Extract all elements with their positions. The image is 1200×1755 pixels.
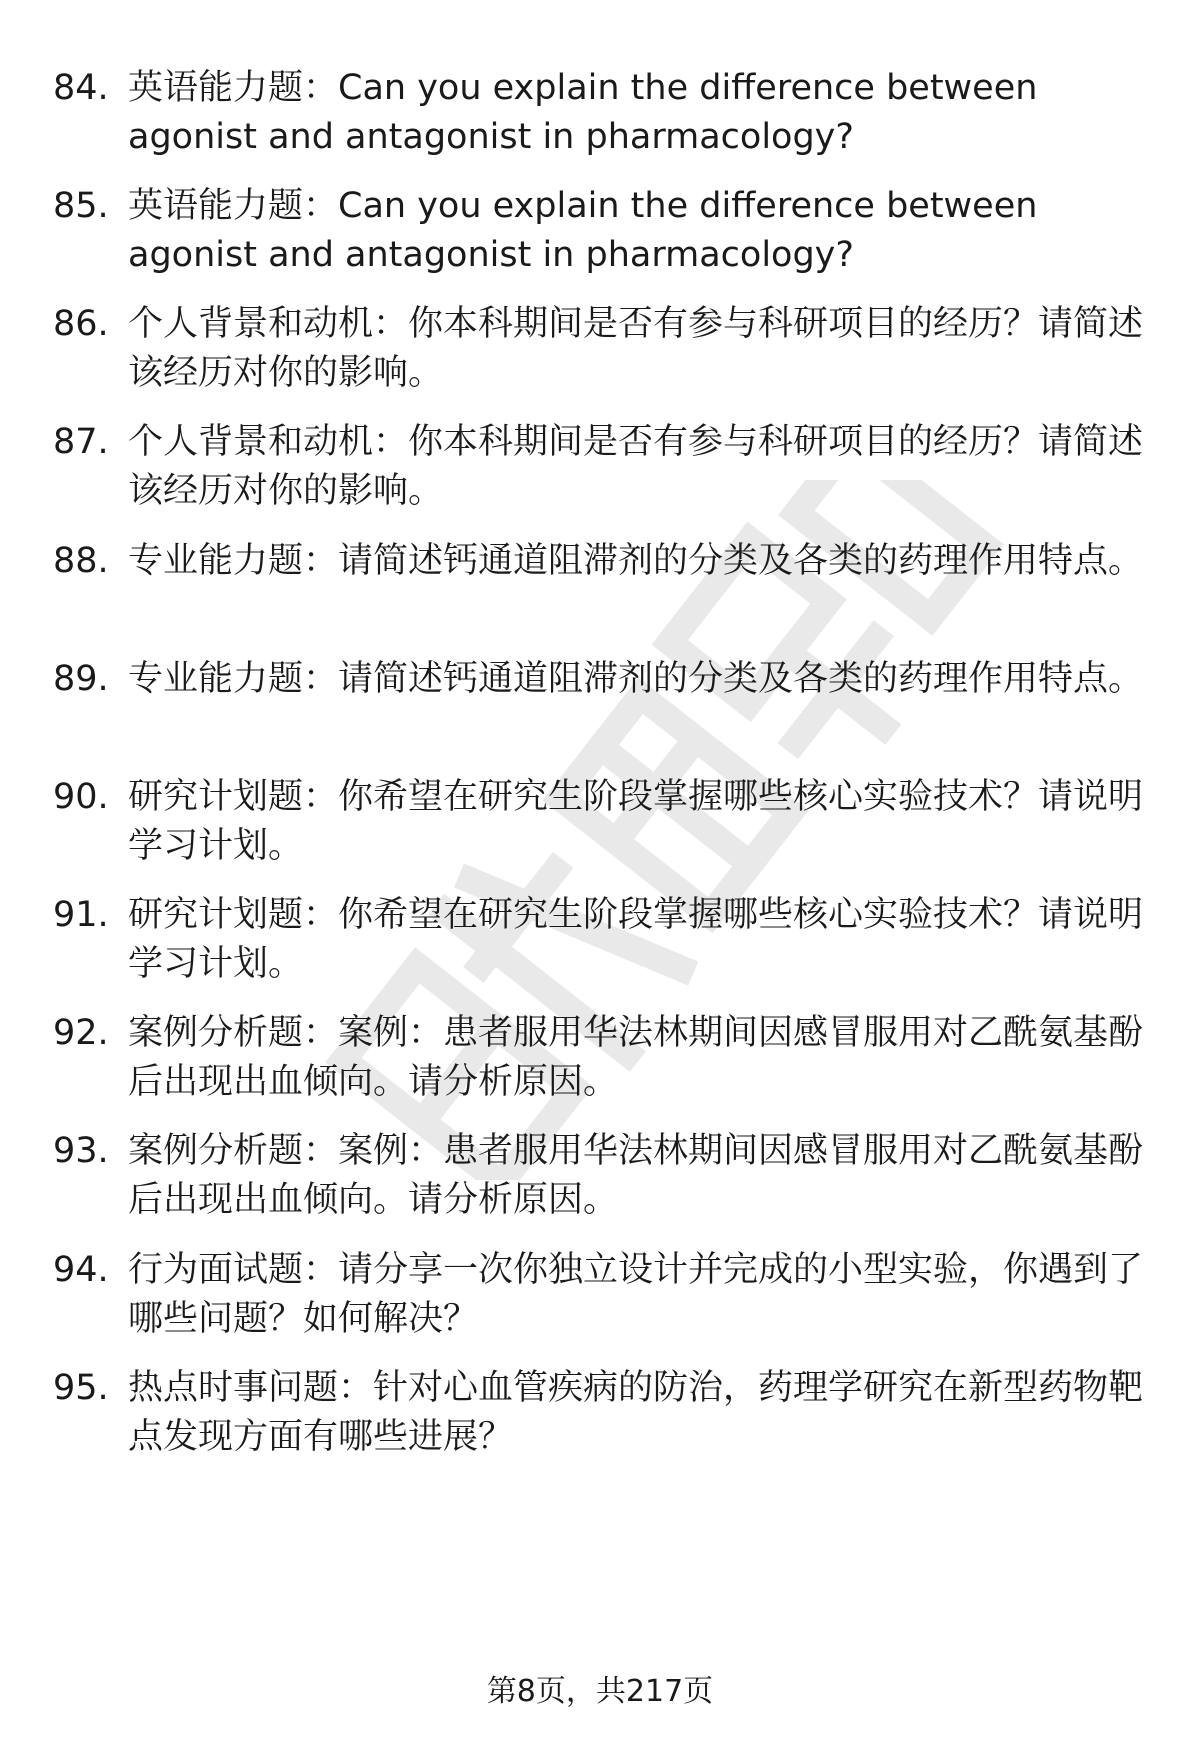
- question-text: 案例分析题：案例：患者服用华法林期间因感冒服用对乙酰氨基酚后出现出血倾向。请分析原因。: [128, 1131, 1144, 1220]
- question-number: 88.: [53, 541, 109, 581]
- question-text: 英语能力题：Can you explain the difference between agonist and antagonist in pharmacology?: [128, 186, 1038, 275]
- question-text: 专业能力题：请简述钙通道阻滞剂的分类及各类的药理作用特点。: [128, 659, 1144, 699]
- question-text: 案例分析题：案例：患者服用华法林期间因感冒服用对乙酰氨基酚后出现出血倾向。请分析原因。: [128, 1013, 1144, 1102]
- question-number: 92.: [53, 1013, 109, 1053]
- question-number: 91.: [53, 895, 109, 935]
- question-text: 个人背景和动机：你本科期间是否有参与科研项目的经历？请简述该经历对你的影响。: [128, 304, 1144, 393]
- question-number: 94.: [53, 1250, 109, 1290]
- question-text: 英语能力题：Can you explain the difference between agonist and antagonist in pharmacology?: [128, 68, 1038, 157]
- question-text: 热点时事问题：针对心血管疾病的防治，药理学研究在新型药物靶点发现方面有哪些进展？: [128, 1368, 1144, 1457]
- question-text: 研究计划题：你希望在研究生阶段掌握哪些核心实验技术？请说明学习计划。: [128, 895, 1144, 984]
- question-number: 95.: [53, 1368, 109, 1408]
- question-text: 个人背景和动机：你本科期间是否有参与科研项目的经历？请简述该经历对你的影响。: [128, 422, 1144, 511]
- question-text: 研究计划题：你希望在研究生阶段掌握哪些核心实验技术？请说明学习计划。: [128, 777, 1144, 866]
- question-number: 90.: [53, 777, 109, 817]
- question-number: 89.: [53, 659, 109, 699]
- question-number: 87.: [53, 422, 109, 462]
- question-number: 86.: [53, 304, 109, 344]
- question-number: 93.: [53, 1131, 109, 1171]
- page-footer: 第8页，共217页: [486, 1674, 714, 1709]
- question-text: 行为面试题：请分享一次你独立设计并完成的小型实验，你遇到了哪些问题？如何解决？: [128, 1250, 1144, 1339]
- question-number: 85.: [53, 186, 109, 226]
- question-number: 84.: [53, 68, 109, 108]
- question-text: 专业能力题：请简述钙通道阻滞剂的分类及各类的药理作用特点。: [128, 541, 1144, 581]
